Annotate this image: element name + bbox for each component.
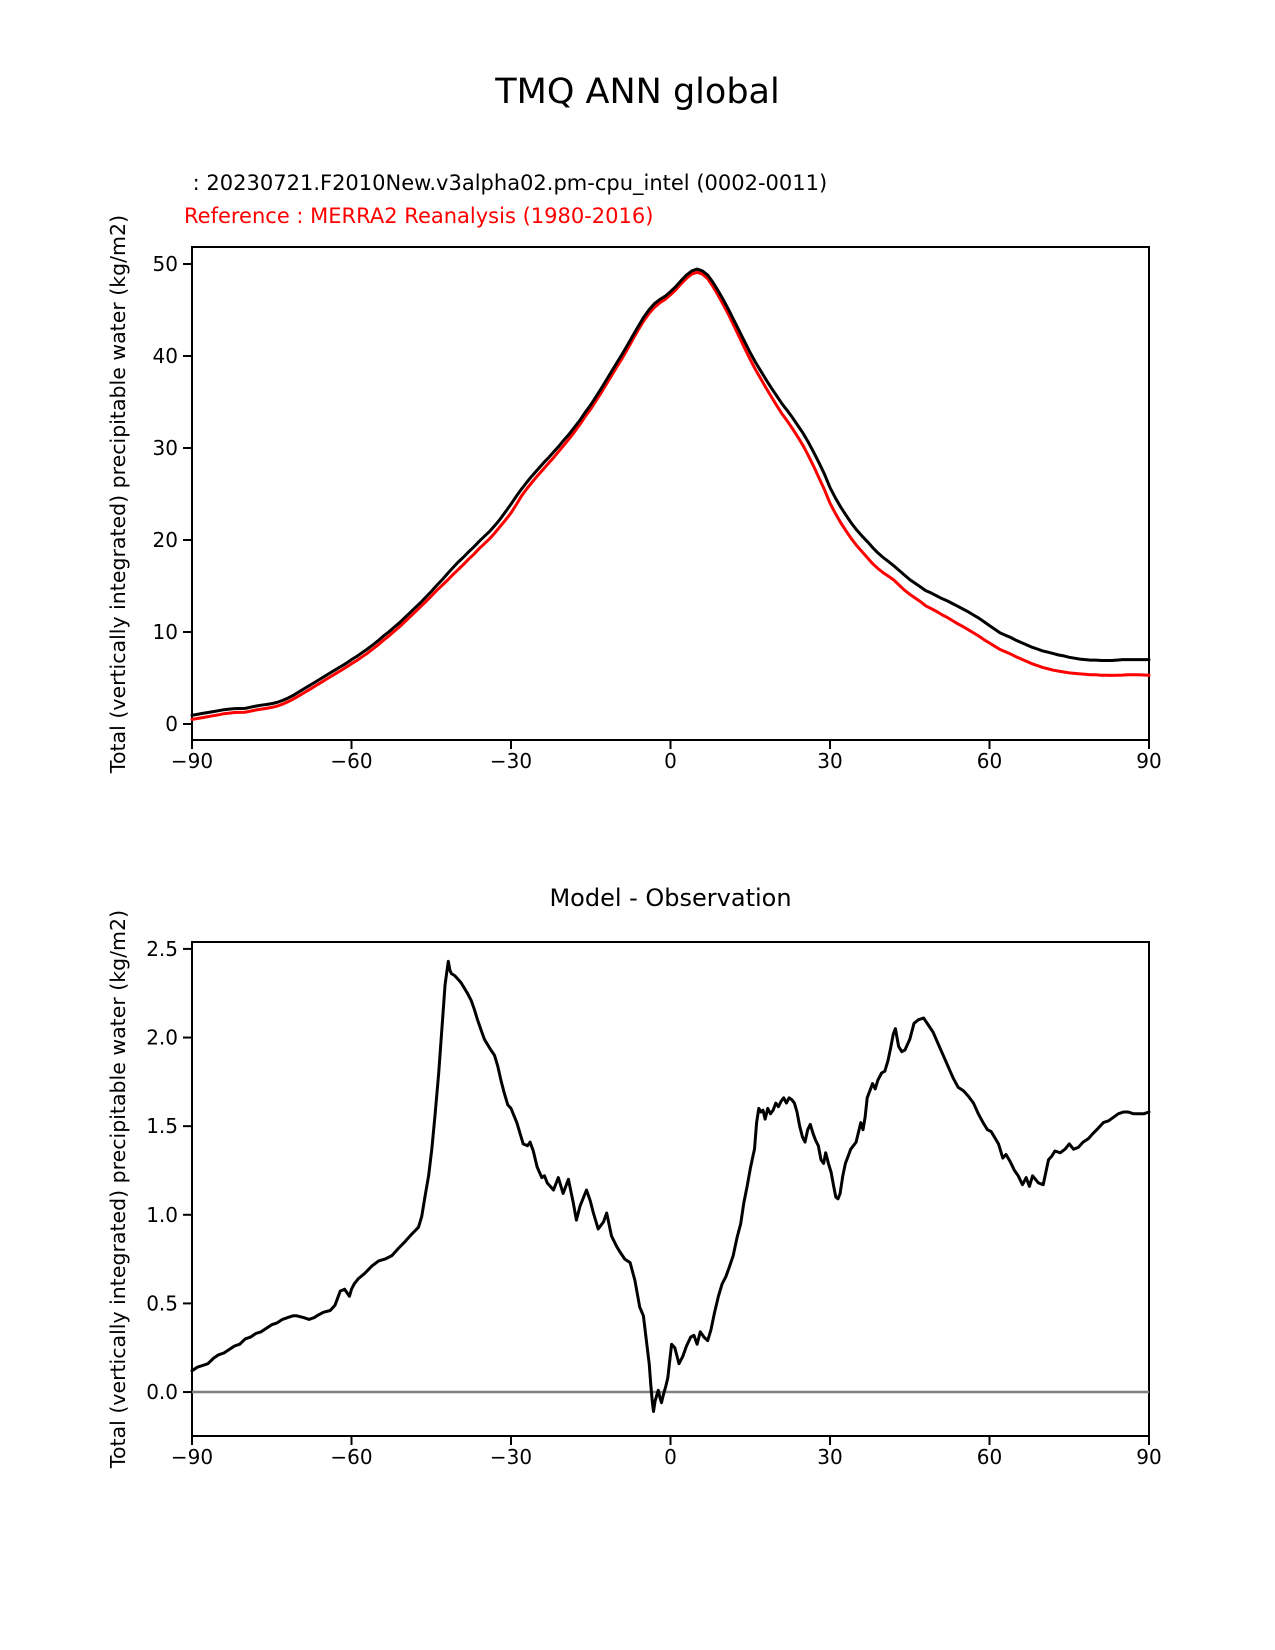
page-title: TMQ ANN global [495, 72, 780, 112]
y-tick-label: 50 [152, 252, 178, 277]
x-tick-label: −30 [489, 1445, 533, 1469]
x-tick-label: 90 [1136, 1445, 1162, 1469]
x-tick-label: −30 [489, 749, 533, 773]
model-series-line [192, 269, 1149, 715]
x-tick-label: 60 [976, 1445, 1003, 1469]
x-tick-label: −90 [170, 1445, 214, 1469]
x-tick-label: 0 [664, 1445, 677, 1469]
top-chart-ylabel: Total (vertically integrated) precipitable water (kg/m2) [106, 214, 130, 774]
y-tick-label: 10 [152, 619, 178, 644]
x-tick-label: −90 [170, 749, 214, 773]
y-tick-label: 0.0 [146, 1380, 178, 1405]
x-tick-label: −60 [330, 749, 373, 773]
top-chart-frame [192, 247, 1149, 740]
x-tick-label: 0 [664, 749, 677, 773]
y-tick-label: 2.5 [146, 936, 178, 961]
reference-series-line [192, 272, 1149, 719]
y-tick-label: 1.0 [146, 1202, 178, 1227]
bottom-chart-title: Model - Observation [549, 884, 792, 912]
difference-series-line [192, 961, 1149, 1411]
y-tick-label: 2.0 [146, 1025, 178, 1050]
x-tick-label: 30 [817, 749, 843, 773]
y-tick-label: 20 [152, 528, 178, 553]
y-tick-label: 30 [152, 436, 178, 461]
bottom-chart-ylabel: Total (vertically integrated) precipitable water (kg/m2) [106, 909, 130, 1469]
model-run-subtitle: : 20230721.F2010New.v3alpha02.pm-cpu_intel (0002-0011) [186, 171, 828, 195]
y-tick-label: 0.5 [146, 1291, 178, 1316]
x-tick-label: −60 [330, 1445, 373, 1469]
x-tick-label: 90 [1136, 749, 1162, 773]
x-tick-label: 60 [976, 749, 1003, 773]
y-tick-label: 1.5 [146, 1114, 178, 1139]
top-chart-axes [153, 247, 1162, 773]
x-tick-label: 30 [817, 1445, 843, 1469]
y-tick-label: 40 [152, 344, 178, 369]
y-tick-label: 0 [165, 711, 178, 736]
bottom-chart-axes [146, 937, 1162, 1469]
reference-subtitle: Reference : MERRA2 Reanalysis (1980-2016) [184, 204, 654, 228]
